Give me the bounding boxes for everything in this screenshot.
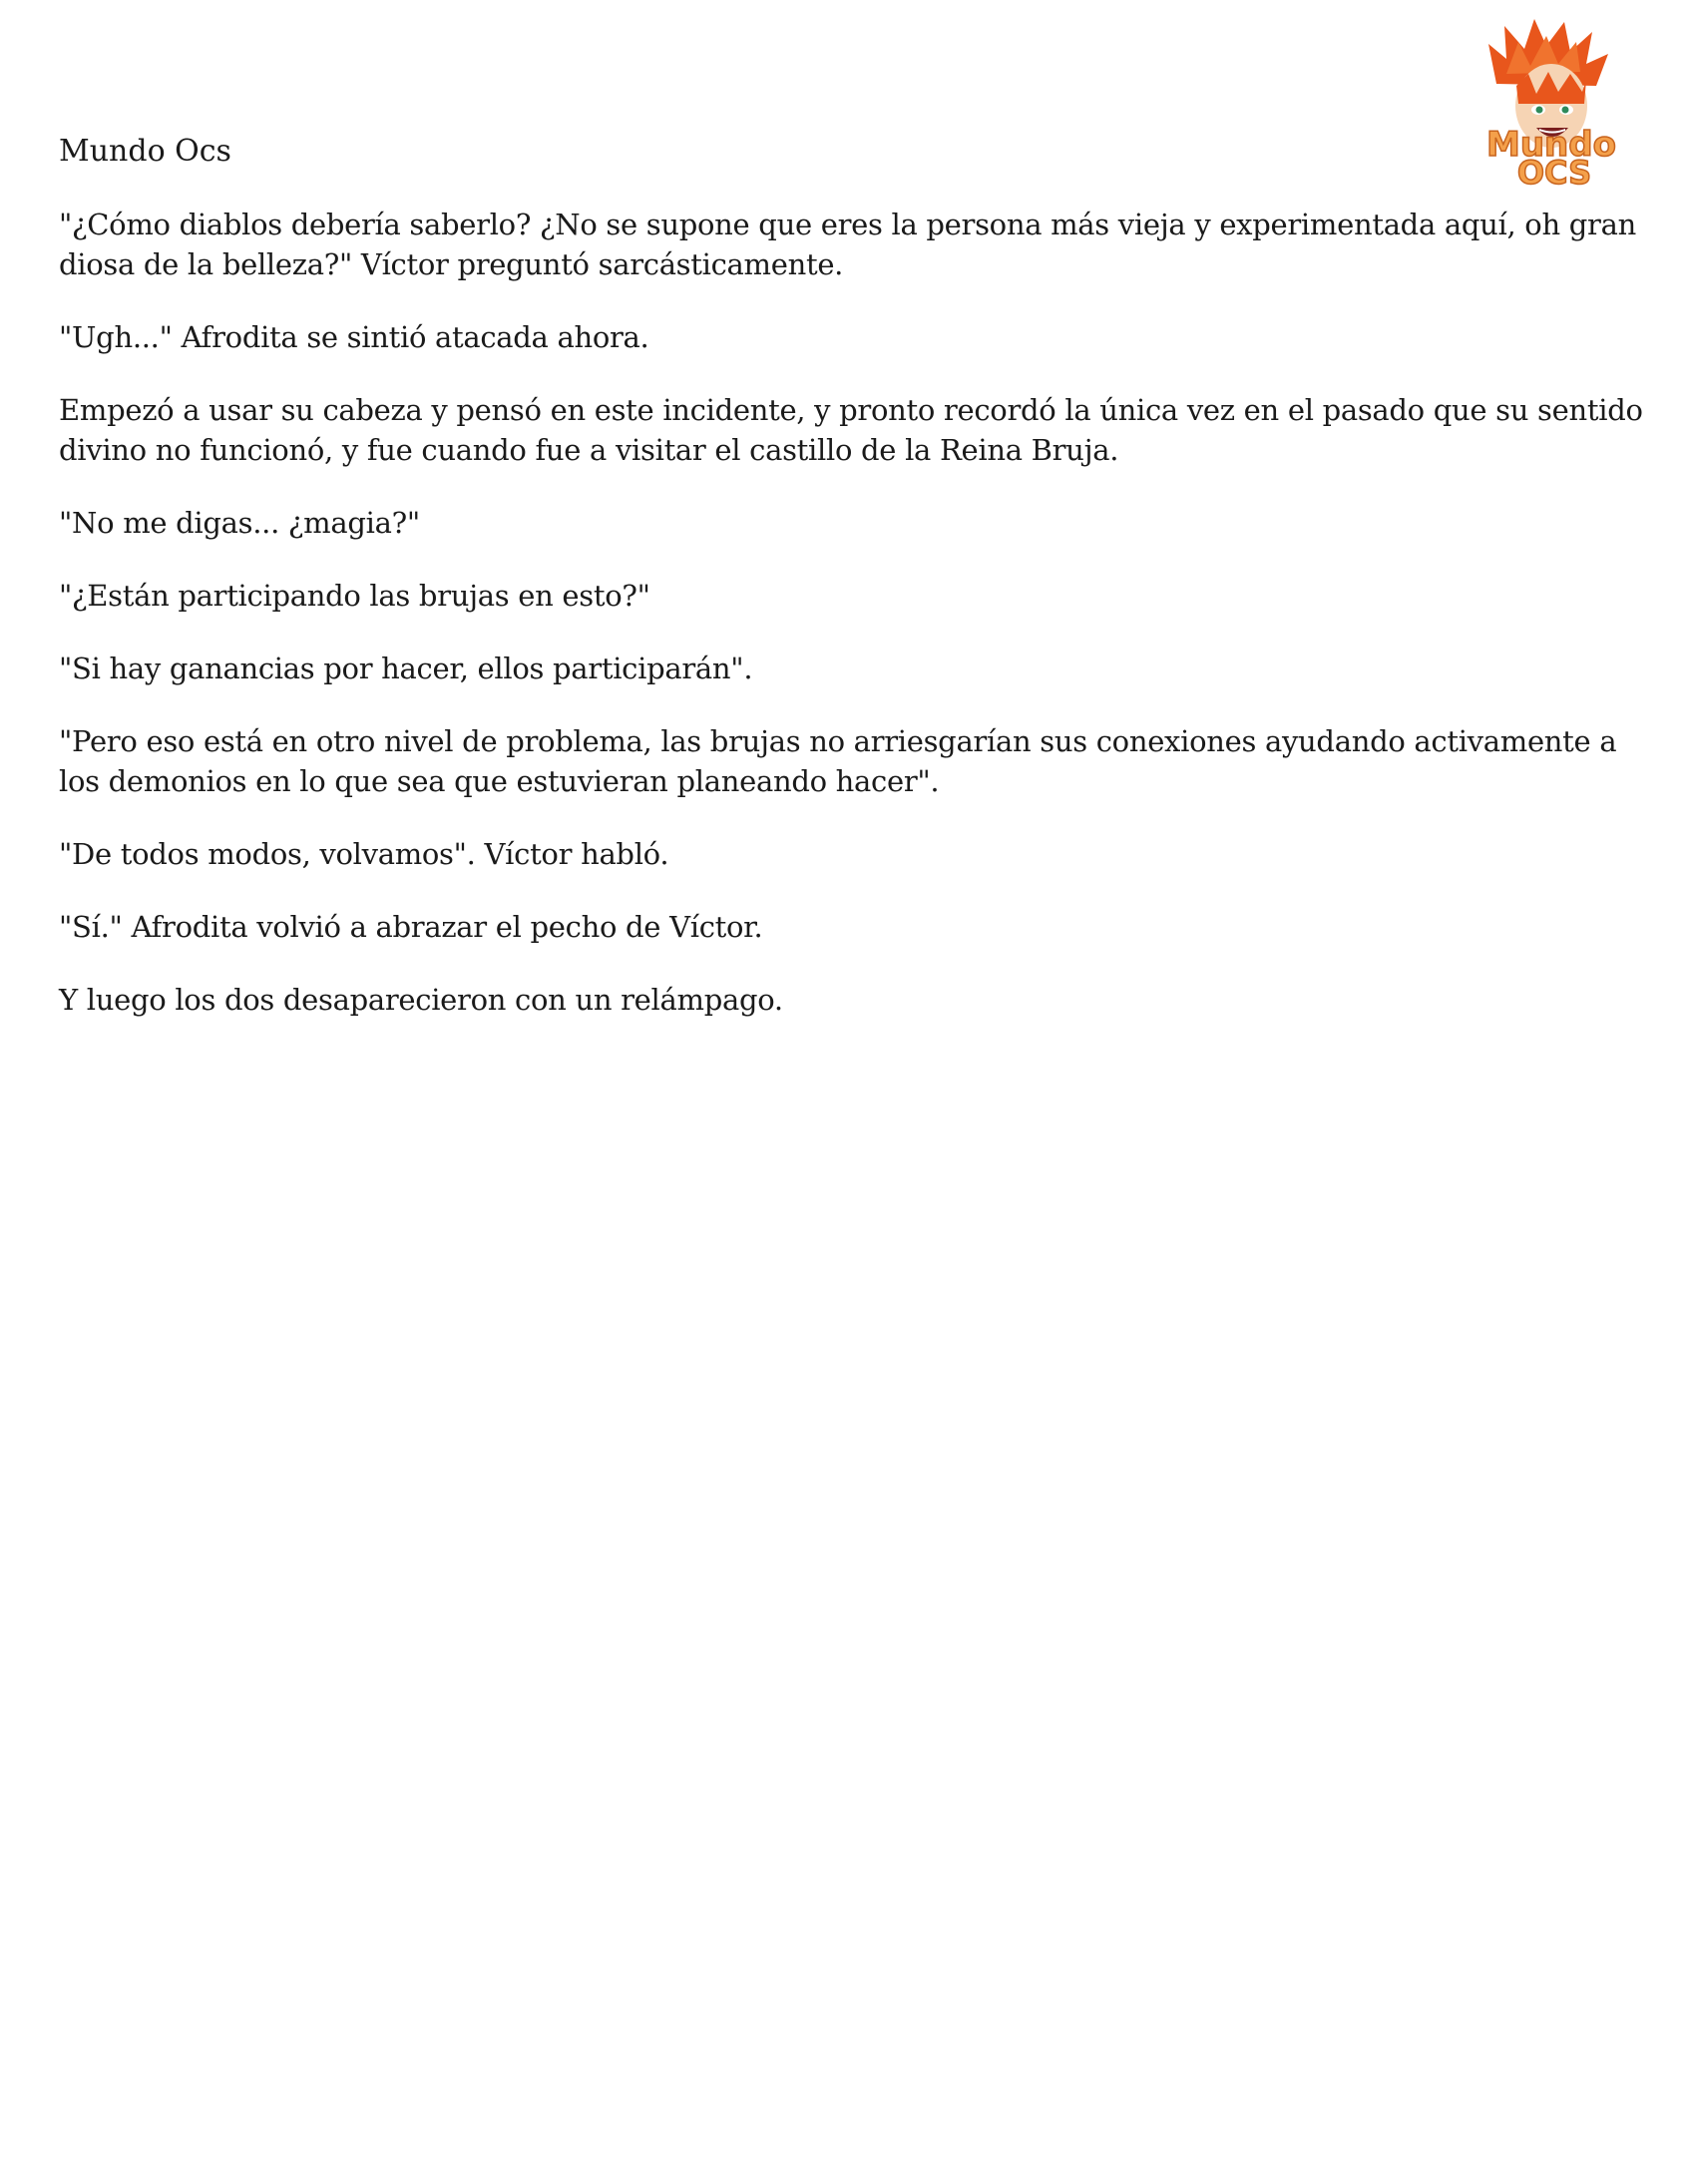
paragraph: "¿Cómo diablos debería saberlo? ¿No se supone que eres la persona más vieja y experimentada aquí, oh gran diosa de la belleza?" Víctor preguntó sarcásticamente. (59, 208, 1636, 281)
paragraph: "Si hay ganancias por hacer, ellos participarán". (59, 652, 753, 685)
paragraph: "De todos modos, volvamos". Víctor habló. (59, 837, 669, 871)
story-body (59, 205, 1645, 1053)
logo-line2: OCS (1516, 154, 1592, 186)
paragraph: "Sí." Afrodita volvió a abrazar el pecho de Víctor. (59, 910, 763, 944)
paragraph: "¿Están participando las brujas en esto?" (59, 579, 650, 613)
paragraph: "Ugh..." Afrodita se sintió atacada ahora. (59, 320, 649, 354)
mundo-ocs-logo-icon (1467, 14, 1636, 186)
paragraph: Empezó a usar su cabeza y pensó en este incidente, y pronto recordó la única vez en el pasado que su sentido divino no funcionó, y fue cuando fue a visitar el castillo de la Reina Bruja. (59, 393, 1643, 467)
paragraph: "No me digas... ¿magia?" (59, 506, 420, 540)
header-title: Mundo Ocs (59, 134, 231, 169)
paragraph: Y luego los dos desaparecieron con un relámpago. (59, 983, 783, 1017)
paragraph: "Pero eso está en otro nivel de problema, las brujas no arriesgarían sus conexiones ayudando activamente a los demonios en lo que sea que estuvieran planeando hacer". (59, 724, 1617, 798)
logo-line1: Mundo (1486, 125, 1616, 165)
